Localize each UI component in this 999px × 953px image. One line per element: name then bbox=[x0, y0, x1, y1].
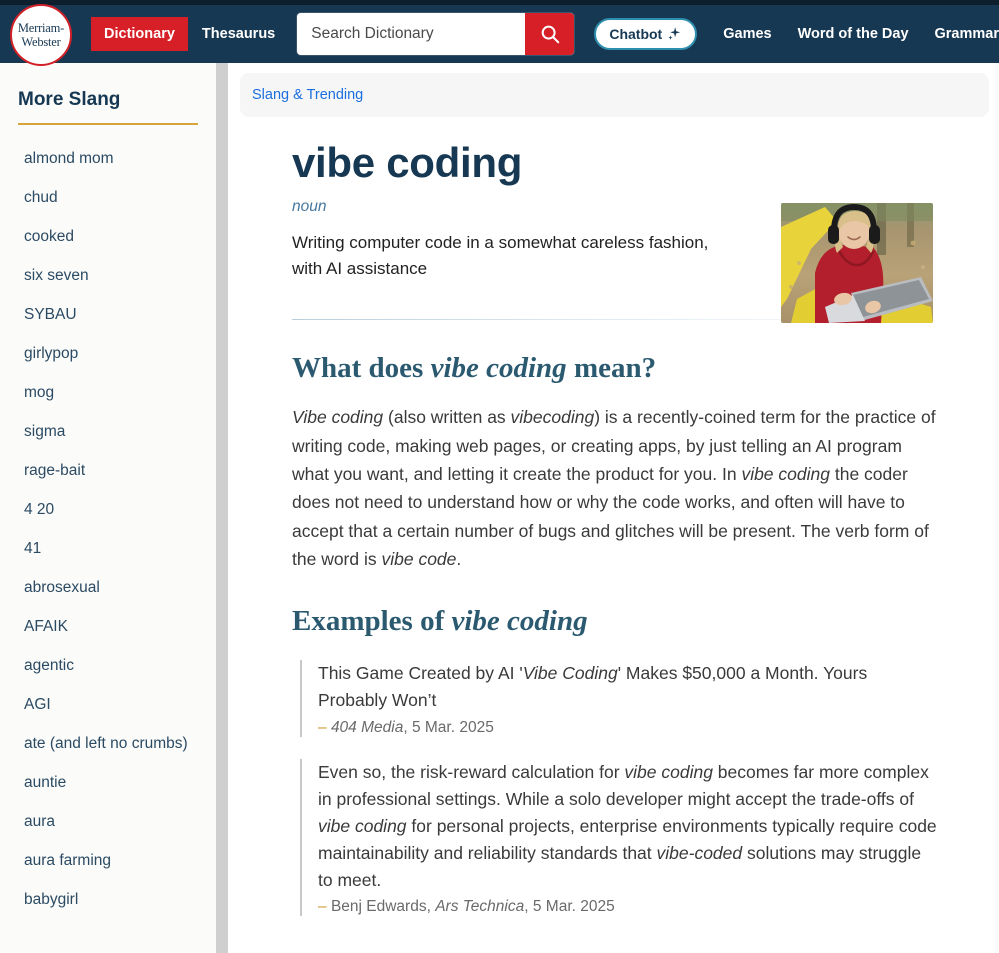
search-icon bbox=[539, 23, 561, 45]
sidebar-more-slang bbox=[0, 63, 216, 953]
sidebar-item-mog[interactable]: mog bbox=[24, 383, 55, 401]
sidebar-item-babygirl[interactable]: babygirl bbox=[24, 890, 79, 908]
slang-list bbox=[0, 139, 216, 919]
sidebar-item-girlypop[interactable]: girlypop bbox=[24, 344, 79, 362]
logo-line-1: Merriam- bbox=[17, 21, 65, 35]
quote-text: Even so, the risk-reward calculation for vibe coding becomes far more complex in professional settings. While a solo developer might accept the trade-offs of vibe coding for personal projects, enterprise environments typically require code maintainability and reliability standards that vibe-coded solutions may struggle to meet. bbox=[318, 761, 937, 890]
tab-dictionary[interactable]: Dictionary bbox=[91, 17, 188, 51]
nav-link-grammar[interactable]: Grammar bbox=[934, 26, 999, 42]
page-body bbox=[0, 63, 999, 953]
quote-attribution: – 404 Media, 5 Mar. 2025 bbox=[318, 718, 494, 736]
search-input[interactable] bbox=[297, 13, 525, 55]
sidebar-item-six-seven[interactable]: six seven bbox=[24, 266, 89, 284]
short-definition: Writing computer code in a somewhat careless fashion, with AI assistance bbox=[292, 233, 709, 279]
meaning-heading bbox=[292, 352, 939, 385]
meaning-heading-term: vibe coding bbox=[430, 352, 567, 385]
breadcrumb bbox=[240, 73, 989, 117]
quote-author: Benj Edwards bbox=[330, 898, 427, 916]
sidebar-item-aura[interactable]: aura bbox=[24, 812, 56, 830]
sidebar-item-sybau[interactable]: SYBAU bbox=[24, 305, 77, 323]
quote-source: 404 Media bbox=[330, 718, 404, 736]
sidebar-divider bbox=[18, 123, 198, 125]
main-content bbox=[234, 63, 999, 953]
hero-photo bbox=[781, 203, 933, 323]
meaning-heading-suffix: mean? bbox=[566, 352, 657, 385]
sidebar-item-sigma[interactable]: sigma bbox=[24, 422, 66, 440]
sidebar-item-agi[interactable]: AGI bbox=[24, 695, 51, 713]
meaning-heading-prefix: What does bbox=[292, 352, 431, 385]
sidebar-item-rage-bait[interactable]: rage-bait bbox=[24, 461, 86, 479]
quote-text: This Game Created by AI 'Vibe Coding' Makes $50,000 a Month. Yours Probably Won’t bbox=[318, 663, 868, 711]
search-box bbox=[297, 13, 574, 55]
breadcrumb-slang-trending[interactable]: Slang & Trending bbox=[252, 87, 364, 103]
logo-line-2: Webster bbox=[21, 35, 61, 49]
quote-date: 5 Mar. 2025 bbox=[411, 718, 494, 736]
sidebar-item-41[interactable]: 41 bbox=[24, 539, 42, 557]
nav-link-word-of-the-day[interactable]: Word of the Day bbox=[797, 26, 909, 42]
entry-hero-image bbox=[781, 203, 933, 323]
primary-nav bbox=[723, 26, 999, 42]
sidebar-item-chud[interactable]: chud bbox=[24, 188, 58, 206]
sidebar-item-abrosexual[interactable]: abrosexual bbox=[24, 578, 100, 596]
sidebar-item-cooked[interactable]: cooked bbox=[24, 227, 74, 245]
quote-source: Ars Technica bbox=[435, 898, 525, 916]
sidebar-item-ate[interactable]: ate (and left no crumbs) bbox=[24, 734, 188, 752]
sparkle-icon bbox=[667, 26, 682, 43]
tab-thesaurus[interactable]: Thesaurus bbox=[201, 26, 276, 42]
sidebar-item-auntie[interactable]: auntie bbox=[24, 773, 67, 791]
chatbot-label: Chatbot bbox=[609, 26, 663, 42]
page-title: vibe coding bbox=[292, 139, 523, 186]
part-of-speech: noun bbox=[292, 198, 327, 215]
sidebar-item-4-20[interactable]: 4 20 bbox=[24, 500, 55, 518]
sidebar-item-aura-farming[interactable]: aura farming bbox=[24, 851, 112, 869]
examples-heading bbox=[292, 605, 939, 638]
meaning-paragraph: Vibe coding (also written as vibecoding) is a recently-coined term for the practice of writing code, making web pages, or creating apps, by just telling an AI program what you want, and letting it create the product for you. In vibe coding the coder does not need to understand how or why the code works, and often will have to accept that a certain number of bugs and glitches will be present. The verb form of the word is vibe code. bbox=[292, 407, 936, 569]
quote-date: 5 Mar. 2025 bbox=[532, 898, 615, 916]
quote-attribution: – Benj Edwards, Ars Technica, 5 Mar. 2025 bbox=[318, 898, 615, 916]
merriam-webster-logo[interactable] bbox=[10, 4, 72, 66]
example-quote-2 bbox=[300, 759, 939, 917]
attr-dash: – bbox=[318, 718, 327, 736]
sidebar-item-agentic[interactable]: agentic bbox=[24, 656, 74, 674]
site-header bbox=[0, 5, 999, 63]
chatbot-button[interactable] bbox=[594, 18, 697, 50]
sidebar-item-almond-mom[interactable]: almond mom bbox=[24, 149, 114, 167]
examples-heading-term: vibe coding bbox=[451, 605, 588, 638]
page-right-edge bbox=[995, 63, 999, 953]
example-quote-1 bbox=[300, 660, 939, 736]
sidebar-title: More Slang bbox=[18, 89, 121, 110]
examples-heading-prefix: Examples of bbox=[292, 605, 452, 638]
nav-link-games[interactable]: Games bbox=[723, 26, 772, 42]
search-submit-button[interactable] bbox=[525, 13, 574, 55]
sidebar-scrollbar[interactable] bbox=[216, 63, 228, 953]
attr-dash: – bbox=[318, 898, 327, 916]
sidebar-item-afaik[interactable]: AFAIK bbox=[24, 617, 68, 635]
